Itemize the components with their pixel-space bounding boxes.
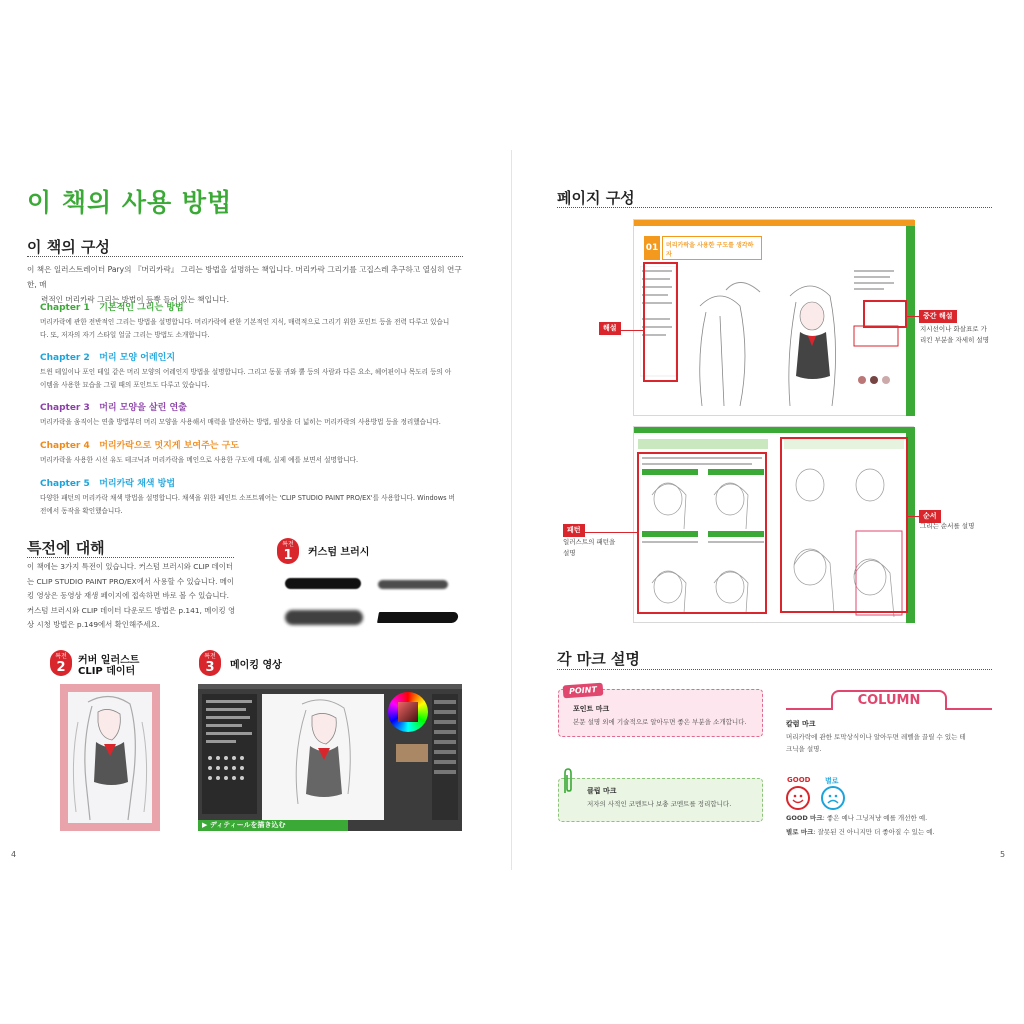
bonus-line: 이 책에는 3가지 특전이 있습니다. 커스텀 브러시와 CLIP 데이터 xyxy=(27,562,233,571)
chapter-heading: Chapter 5 머리카락 채색 방법 xyxy=(40,479,176,489)
chapter-text: 다양한 패턴의 머리카락 채색 방법을 설명합니다. 채색을 위한 페인트 소프트웨어는 'CLIP STUDIO PAINT PRO/EX'를 사용합니다. Windows 버 xyxy=(40,494,456,502)
callout-text-order: 그리는 순서를 설명 xyxy=(920,522,975,530)
brush-stroke-4 xyxy=(377,612,459,623)
chapter-text: 머리카락을 움직이는 연출 방법부터 머리 모양을 사용해서 매력을 발산하는 방법, 필상을 더 넓히는 머리카락의 사용방법 등을 정리했습니다. xyxy=(40,418,441,426)
point-mark-title: 포인트 마크 xyxy=(573,705,610,713)
bonus-label-line: 커버 일러스트 xyxy=(78,655,140,666)
bonus-line: 상 시청 방법은 p.149에서 확인해주세요. xyxy=(27,620,160,629)
page-number-right: 5 xyxy=(1000,850,1006,859)
spread-top-bar xyxy=(634,427,915,433)
bonus-line: 킹 영상은 동영상 재생 페이지에 접속하면 바로 볼 수 있습니다. xyxy=(27,591,229,600)
page-number-left: 4 xyxy=(11,850,17,859)
bonus-heading: 특전에 대해 xyxy=(27,539,105,557)
clip-mark-card xyxy=(558,778,763,822)
brush-stroke-2 xyxy=(378,580,448,589)
layer-panel xyxy=(432,694,458,820)
canvas-character-icon xyxy=(262,694,384,820)
app-menubar xyxy=(198,684,462,689)
spread-number: 01 xyxy=(644,236,660,260)
chapter-heading: Chapter 2 머리 모양 어레인지 xyxy=(40,353,176,363)
brush-list-icon xyxy=(202,694,257,814)
chapter-3 xyxy=(40,400,470,429)
callout-tag-explain: 해설 xyxy=(599,322,621,335)
good-smile-icon xyxy=(786,786,810,810)
color-picker-square xyxy=(398,702,418,722)
cover-illustration xyxy=(60,684,160,831)
color-wheel-icon xyxy=(388,692,428,732)
paperclip-icon xyxy=(561,767,575,795)
column-mark-text: 머리카락에 관한 토막상식이나 알아두면 레벨을 끌릴 수 있는 테 크닉을 설명. xyxy=(786,733,966,753)
chapter-5 xyxy=(40,476,470,517)
brush-panel xyxy=(202,694,257,814)
page-gutter xyxy=(511,150,512,870)
clip-mark-text: 저자의 사적인 코멘트나 보충 코멘트를 정리합니다. xyxy=(587,800,732,808)
callout-text-mid: 지시선이나 화살표로 가 리킨 부분을 자세히 설명 xyxy=(920,325,989,344)
character-sketch-icon xyxy=(68,692,152,823)
page-structure-rule xyxy=(557,207,992,208)
bad-label: 별로 xyxy=(825,777,839,785)
brush-stroke-1 xyxy=(285,578,361,589)
callout-tag-pattern: 패턴 xyxy=(563,524,585,537)
bonus-line: 는 CLIP STUDIO PAINT PRO/EX에서 사용할 수 있습니다. 메이 xyxy=(27,576,235,586)
swatch-panel xyxy=(396,744,428,762)
callout-frame-pattern xyxy=(637,452,767,614)
spread-top-bar xyxy=(634,220,915,226)
callout-tag-mid: 중간 해설 xyxy=(919,310,957,323)
bonus-badge-3: 특전 3 xyxy=(199,650,221,676)
intro-line: 력적인 머리카락 그리는 방법이 듬뿍 들어 있는 책입니다. xyxy=(41,295,230,304)
bonus-text xyxy=(27,560,267,633)
bad-mark-desc: 별로 마크: 잘못된 건 아니지만 더 좋아질 수 있는 예. xyxy=(786,828,935,836)
drawing-canvas xyxy=(262,694,384,820)
column-badge: COLUMN xyxy=(831,690,947,710)
chapter-text: 다. 또, 저자의 자기 스타일 얼굴 그리는 방법도 소개합니다. xyxy=(40,330,210,339)
making-video-screenshot xyxy=(198,684,462,831)
chapter-text: 트윈 테일이나 포인 테일 같은 머리 모양의 어레인지 방법을 설명합니다. 그리고 동물 귀와 뿔 등의 사람과 다른 요소, 헤어핀이나 목도리 등의 아 xyxy=(40,368,452,376)
bonus-line: 커스텀 브러시와 CLIP 데이터 다운로드 방법은 p.141, 메이킹 영 xyxy=(27,605,236,615)
chapter-4 xyxy=(40,438,470,467)
chapter-text: 이템을 사용한 묘습을 그릴 때의 포인트도 다루고 있습니다. xyxy=(40,380,210,389)
chapter-heading: Chapter 1 기본적인 그리는 방법 xyxy=(40,303,184,313)
spread-title: 머리카락을 사용한 구도를 생각하자 xyxy=(662,236,762,260)
page-structure-heading: 페이지 구성 xyxy=(557,189,635,207)
point-mark-text: 본문 설명 외에 기술적으로 알아두면 좋은 부분을 소개합니다. xyxy=(573,718,747,726)
callout-line xyxy=(585,532,637,533)
point-badge: POINT xyxy=(563,683,604,699)
marks-rule xyxy=(557,669,992,670)
callout-frame-order xyxy=(780,437,908,613)
bonus-label-line: CLIP 데이터 xyxy=(78,666,136,677)
good-mark-desc: GOOD 마크: 좋은 예나 그닝저냥 예를 개선한 예. xyxy=(786,814,928,822)
bonus-badge-1: 특전 1 xyxy=(277,538,299,564)
callout-tag-order: 순서 xyxy=(919,510,941,523)
callout-line xyxy=(907,316,919,317)
chapter-1 xyxy=(40,300,470,341)
video-caption: ▶ ディティールを描き込む xyxy=(198,820,348,831)
layer-list-icon xyxy=(432,694,458,820)
intro-line: 이 책은 일러스트레이터 Pary의 『머리카락』 그리는 방법을 설명하는 책입니다. 머리카락 그리기를 고집스레 추구하고 열심히 연구한, 매 xyxy=(27,265,462,289)
spread-illustrations-icon xyxy=(640,266,902,412)
chapter-text: 전에서 동작을 확인했습니다. xyxy=(40,506,123,515)
bonus-label-2 xyxy=(78,655,155,677)
chapter-text: 머리카락에 관한 전반적인 그리는 방법을 설명합니다. 머리카락에 관한 기본적인 지식, 매력적으로 그리기 위한 포인트 등을 전력 다루고 있습니 xyxy=(40,318,450,326)
chapter-heading: Chapter 3 머리 모양을 살린 연출 xyxy=(40,403,187,413)
chapter-2 xyxy=(40,350,470,391)
page-title: 이 책의 사용 방법 xyxy=(27,188,233,217)
spread-side-tab xyxy=(906,226,915,416)
callout-frame-explain xyxy=(643,262,678,382)
column-mark-title: 칼럼 마크 xyxy=(786,720,816,728)
clip-mark-title: 클립 마크 xyxy=(587,787,617,795)
bonus-label-1: 커스텀 브러시 xyxy=(308,547,370,558)
smile-face-icon xyxy=(788,788,808,808)
cover-artwork xyxy=(68,692,152,823)
composition-heading: 이 책의 구성 xyxy=(27,238,110,256)
brush-stroke-3 xyxy=(285,610,363,625)
good-label: GOOD xyxy=(787,776,811,784)
bonus-label-3: 메이킹 영상 xyxy=(230,660,282,671)
callout-line xyxy=(620,330,643,331)
chapter-text: 머리카락을 사용한 시선 유도 테크닉과 머리카락을 메인으로 사용한 구도에 대해, 실제 예를 보면서 설명합니다. xyxy=(40,456,359,464)
callout-text-pattern: 일러스트의 패턴을 설명 xyxy=(563,538,616,557)
marks-heading: 각 마크 설명 xyxy=(557,650,640,668)
bonus-rule xyxy=(27,557,234,558)
composition-rule xyxy=(27,256,463,257)
frown-face-icon xyxy=(823,788,843,808)
chapter-heading: Chapter 4 머리카락으로 멋지게 보여주는 구도 xyxy=(40,441,239,451)
bonus-badge-2: 특전 2 xyxy=(50,650,72,676)
point-mark-card xyxy=(558,685,763,737)
callout-frame-mid xyxy=(863,300,907,328)
bad-frown-icon xyxy=(821,786,845,810)
